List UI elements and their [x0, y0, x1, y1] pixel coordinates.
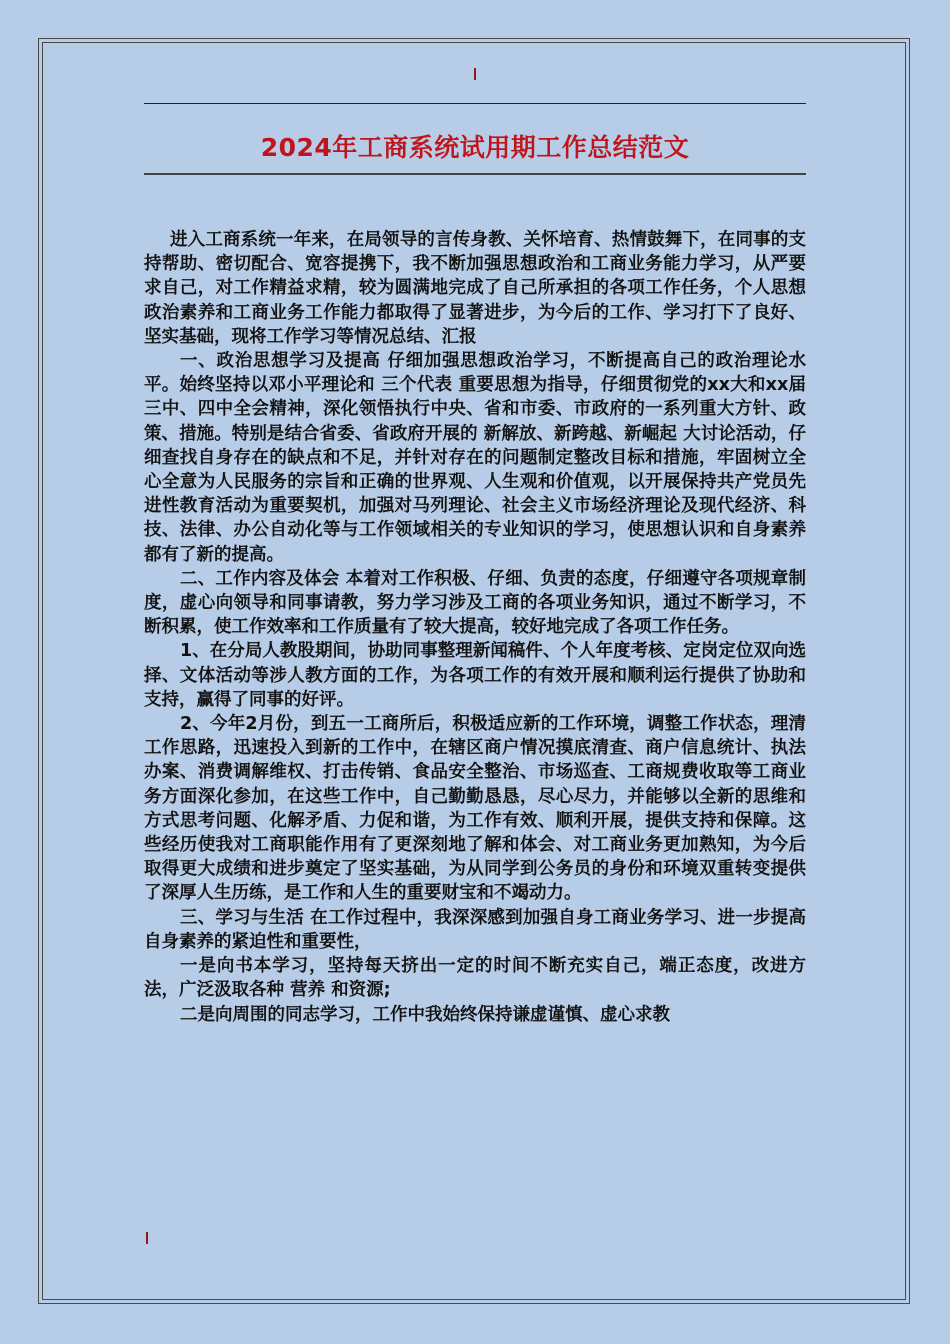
document-title: 2024年工商系统试用期工作总结范文 [260, 133, 690, 162]
document-body [144, 228, 806, 1027]
header-cursor-mark [474, 68, 476, 80]
footer-cursor-mark [146, 1232, 148, 1244]
paragraph-point-1: 一是向书本学习，坚持每天挤出一定的时间不断充实自己，端正态度，改进方法，广泛汲取各种 营养 和资源; [144, 956, 806, 1001]
paragraph-section-3: 三、学习与生活 在工作过程中，我深深感到加强自身工商业务学习、进一步提高自身素养的紧迫性和重要性， [144, 907, 806, 952]
paragraph-item-2: 2、今年2月份，到五一工商所后，积极适应新的工作环境，调整工作状态，理清工作思路，迅速投入到新的工作中，在辖区商户情况摸底清查、商户信息统计、执法办案、消费调解维权、打击传销、食品安全整治、市场巡查、工商规费收取等工商业务方面深化参加，在这些工作中，自己勤勤恳恳，尽心尽力，并能够以全新的思维和方式思考问题、化解矛盾、力促和谐，为工作有效、顺利开展，提供支持和保障。这些经历使我对工商职能作用有了更深刻地了解和体会、对工商业务更加熟知，为今后取得更大成绩和进步奠定了坚实基础，为从同学到公务员的身份和环境双重转变提供了深厚人生历练，是工作和人生的重要财宝和不竭动力。 [144, 714, 806, 904]
paragraph-item-1: 1、在分局人教股期间，协助同事整理新闻稿件、个人年度考核、定岗定位双向选择、文体活动等涉人教方面的工作，为各项工作的有效开展和顺利运行提供了协助和支持，赢得了同事的好评。 [144, 641, 806, 710]
paragraph-intro: 进入工商系统一年来，在局领导的言传身教、关怀培育、热情鼓舞下，在同事的支持帮助、密切配合、宽容提携下，我不断加强思想政治和工商业务能力学习，从严要求自己，对工作精益求精，较为圆满地完成了自己所承担的各项工作任务，个人思想政治素养和工商业务工作能力都取得了显著进步，为今后的工作、学习打下了良好、坚实基础，现将工作学习等情况总结、汇报 [144, 230, 806, 347]
title-underline [144, 173, 806, 175]
paragraph-section-1: 一、政治思想学习及提高 仔细加强思想政治学习，不断提高自己的政治理论水平。始终坚持以邓小平理论和 三个代表 重要思想为指导，仔细贯彻党的xx大和xx届三中、四中全会精神，深化领悟执行中央、省和市委、市政府的一系列重大方针、政策、措施。特别是结合省委、省政府开展的 新解放、新跨越、新崛起 大讨论活动，仔细查找自身存在的缺点和不足，并针对存在的问题制定整改目标和措施，牢固树立全心全意为人民服务的宗旨和正确的世界观、人生观和价值观，以开展保持共产党员先进性教育活动为重要契机，加强对马列理论、社会主义市场经济理论及现代经济、科技、法律、办公自动化等与工作领域相关的专业知识的学习，使思想认识和自身素养都有了新的提高。 [144, 351, 806, 565]
header-rule [144, 103, 806, 104]
paragraph-section-2: 二、工作内容及体会 本着对工作积极、仔细、负责的态度，仔细遵守各项规章制度，虚心向领导和同事请教，努力学习涉及工商的各项业务知识，通过不断学习，不断积累，使工作效率和工作质量有了较大提高，较好地完成了各项工作任务。 [144, 568, 806, 638]
paragraph-point-2: 二是向周围的同志学习，工作中我始终保持谦虚谨慎、虚心求教 [180, 1004, 670, 1025]
